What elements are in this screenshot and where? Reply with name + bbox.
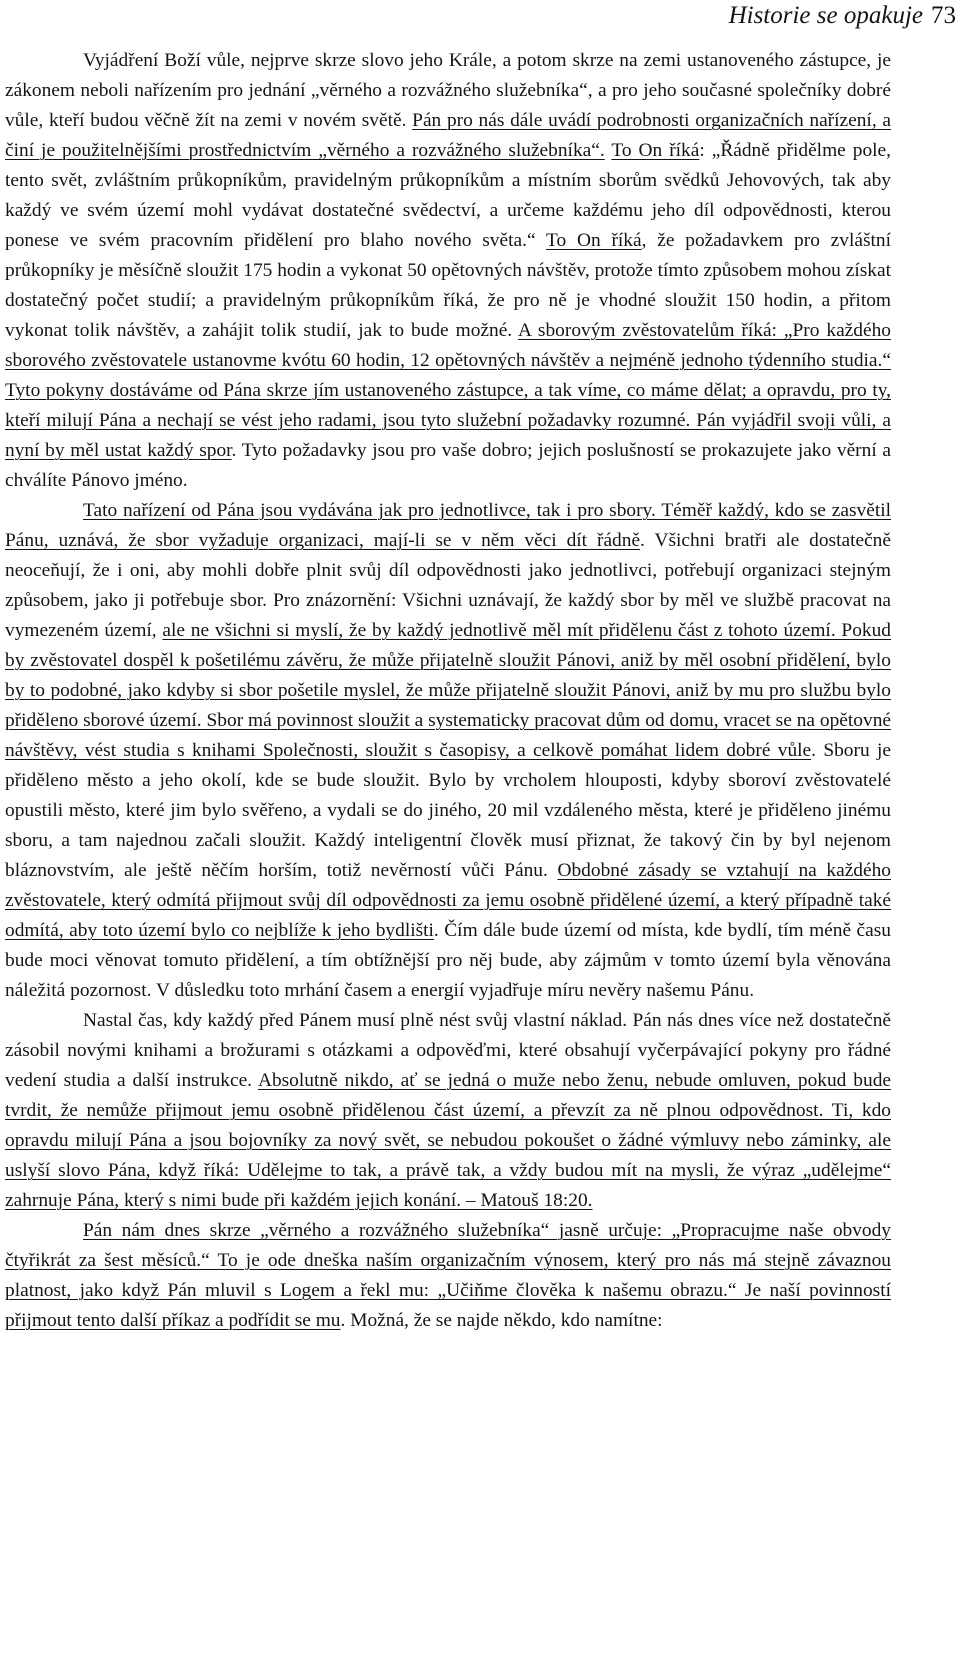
paragraph (5, 1006, 891, 1216)
underlined-text: To On říká (546, 230, 642, 251)
text-run: . Sboru je přiděleno město a jeho okolí, kde se bude sloužit. Bylo by vrcholem hlouposti, kdyby sboroví zvěstovatelé opustili město, které jim bylo svěřeno, a vydali se do jiného, 20 mil vzdáleného města, které je přiděleno jinému sboru, a tam najednou začali sloužit. Každý inteligentní člověk musí přiznat, že takový čin by byl nejenom bláznovstvím, ale ještě něčím horším, totiž nevěrností vůči Pánu. (5, 740, 891, 881)
underlined-text: Pán nám dnes skrze „věrného a rozvážného služebníka“ jasně určuje: „Propracujme naše obvody čtyřikrát za šest měsíců.“ To je ode dneška naším organizačním výnosem, který pro nás má stejně závaznou platnost, jako když Pán mluvil s Logem a řekl mu: „Učiňme člověka k našemu obrazu.“ Je naší povinností přijmout tento další příkaz a podřídit se mu (5, 1220, 891, 1331)
text-run: , že požadavkem pro zvláštní průkopníky je měsíčně sloužit 175 hodin a vykonat 50 opětovných návštěv, protože tímto způsobem mohou získat dostatečný počet studií; a pravidelným průkopníkům říká, že pro ně je vhodné sloužit 150 hodin, a přitom vykonat tolik návštěv, a zahájit tolik studií, jak to bude možné. (5, 230, 891, 341)
text-run: Vyjádření Boží vůle, nejprve skrze slovo jeho Krále, a potom skrze na zemi ustanoveného zástupce, je zákonem neboli nařízením pro jednání „věrného a rozvážného služebníka“, a pro jeho současné společníky dobré vůle, kteří budou věčně žít na zemi v novém světě. (5, 50, 891, 131)
paragraph (5, 46, 891, 496)
underlined-text: ale ne všichni si myslí, že by každý jednotlivě měl mít přidělenu část z tohoto území. Pokud by zvěstovatel dospěl k pošetilému závěru, že může přijatelně sloužit Pánovi, aniž by měl osobní přidělení, bylo by to podobné, jako kdyby si sbor pošetile myslel, že může přijatelně sloužit Pánovi, aniž by mu pro službu bylo přiděleno sborové území. Sbor má povinnost sloužit a systematicky pracovat dům od domu, vracet se na opětovné návštěvy, vést studia s knihami Společnosti, sloužit s časopisy, a celkově pomáhat lidem dobré vůle (5, 620, 891, 761)
text-run: . Tyto požadavky jsou pro vaše dobro; jejich poslušností se prokazujete jako věrní a chválíte Pánovo jméno. (5, 440, 891, 491)
running-title: Historie se opakuje (728, 2, 923, 29)
text-run: . Čím dále bude území od místa, kde bydlí, tím méně času bude moci věnovat tomuto přidělení, a tím obtížnější pro něj bude, aby zájmům v tomto území byla věnována náležitá pozornost. V důsledku toto mrhání časem a energií vyjadřuje míru nevěry našemu Pánu. (5, 920, 892, 1001)
text-run: Nastal čas, kdy každý před Pánem musí plně nést svůj vlastní náklad. Pán nás dnes více než dostatečně zásobil novými knihami a brožurami s otázkami a odpověďmi, které obsahují vyčerpávající pokyny pro řádné vedení studia a další instrukce. (5, 1010, 891, 1091)
running-header (729, 2, 956, 30)
underlined-text: Obdobné zásady se vztahují na každého zvěstovatele, který odmítá přijmout svůj díl odpovědnosti za jemu osobně přidělené území, a který případně také odmítá, aby toto území bylo co nejblíže k jeho bydlišti (5, 860, 891, 941)
underlined-text: A sborovým zvěstovatelům říká: „Pro každého sborového zvěstovatele ustanovme kvótu 60 hodin, 12 opětovných návštěv a nejméně jednoho týdenního studia.“ Tyto pokyny dostáváme od Pána skrze jím ustanoveného zástupce, a tak víme, co máme dělat; a opravdu, pro ty, kteří milují Pána a nechají se vést jeho radami, jsou tyto služební požadavky rozumné. Pán vyjádřil svoji vůli, a nyní by měl ustat každý spor (5, 320, 891, 461)
text-run: . Možná, že se najde někdo, kdo namítne: (340, 1310, 663, 1331)
body-text (5, 46, 891, 1336)
paragraph (5, 496, 891, 1006)
underlined-text: Pán pro nás dále uvádí podrobnosti organizačních nařízení, a činí je použitelnějšími prostřednictvím „věrného a rozvážného služebníka“. (5, 110, 891, 161)
underlined-text: Absolutně nikdo, ať se jedná o muže nebo ženu, nebude omluven, pokud bude tvrdit, že nemůže přijmout jemu osobně přidělenou část území, a převzít za ně plnou odpovědnost. Ti, kdo opravdu milují Pána a jsou bojovníky za nový svět, se nebudou pokoušet o žádné výmluvy nebo záminky, ale uslyší slovo Pána, když říká: Udělejme to tak, a právě tak, a vždy budou mít na mysli, že výraz „udělejme“ zahrnuje Pána, který s nimi bude při každém jejich konání. – Matouš 18:20. (5, 1070, 892, 1211)
text-run: . Všichni bratři ale dostatečně neoceňují, že i oni, aby mohli dobře plnit svůj díl odpovědnosti jako jednotlivci, potřebují organizaci stejným způsobem, jako ji potřebuje sbor. Pro znázornění: Všichni uznávají, že každý sbor by měl ve službě pracovat na vymezeném území, (5, 530, 891, 641)
underlined-text: To On říká (611, 140, 700, 161)
page-number: 73 (931, 2, 956, 29)
underlined-text: Tato nařízení od Pána jsou vydávána jak pro jednotlivce, tak i pro sbory. Téměř každý, kdo se zasvětil Pánu, uznává, že sbor vyžaduje organizaci, mají-li se v něm věci dít řádně (5, 500, 891, 551)
paragraph (5, 1216, 891, 1336)
text-run: : „Řádně přidělme pole, tento svět, zvláštním průkopníkům, pravidelným průkopníkům a místním sborům svědků Jehovových, tak aby každý ve svém území mohl vydávat dostatečné svědectví, a určeme každému jeho díl odpovědnosti, kterou ponese ve svém pracovním přidělení pro blaho nového světa.“ (5, 140, 891, 251)
